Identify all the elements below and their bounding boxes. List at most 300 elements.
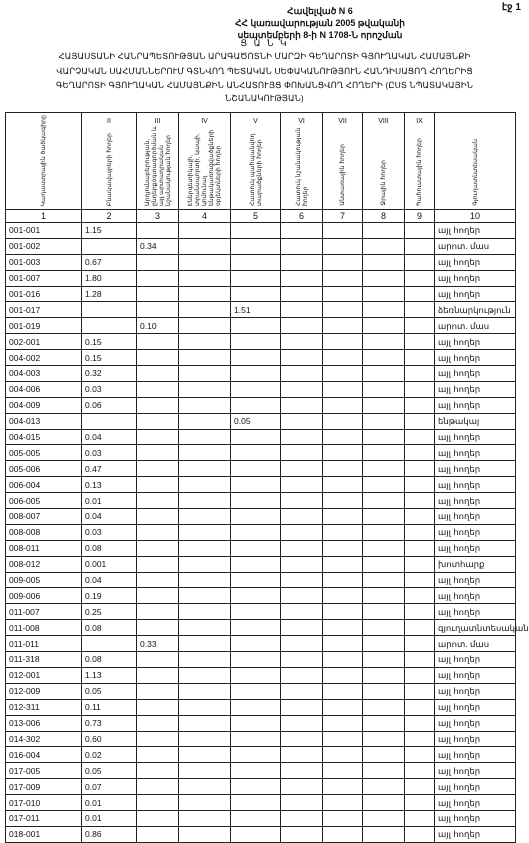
land-type-cell: այլ հողեր <box>435 588 516 604</box>
empty-cell <box>363 461 405 477</box>
empty-cell <box>323 318 363 334</box>
empty-cell <box>179 556 231 572</box>
empty-cell <box>363 334 405 350</box>
column-header <box>6 113 82 210</box>
area-cell <box>231 826 281 842</box>
cadastral-code-cell: 011-008 <box>6 620 82 636</box>
area-cell <box>231 588 281 604</box>
area-cell <box>137 429 179 445</box>
empty-cell <box>323 747 363 763</box>
appendix-header-line: սեպտեմբերի 8-ի N 1708-Ն որոշման <box>237 30 403 40</box>
land-type-cell: այլ հողեր <box>435 747 516 763</box>
area-cell <box>137 381 179 397</box>
land-type-cell: այլ հողեր <box>435 350 516 366</box>
empty-cell <box>363 477 405 493</box>
empty-cell <box>405 381 435 397</box>
area-cell: 0.06 <box>82 397 137 413</box>
table-row <box>6 238 516 254</box>
empty-cell <box>323 302 363 318</box>
empty-cell <box>281 429 323 445</box>
empty-cell <box>179 413 231 429</box>
column-number: 7 <box>323 210 363 223</box>
area-cell: 0.03 <box>82 381 137 397</box>
empty-cell <box>179 381 231 397</box>
empty-cell <box>179 588 231 604</box>
cadastral-code-cell: 017-011 <box>6 810 82 826</box>
table-row <box>6 747 516 763</box>
area-cell: 0.73 <box>82 715 137 731</box>
empty-cell <box>179 763 231 779</box>
empty-cell <box>281 461 323 477</box>
empty-cell <box>363 302 405 318</box>
land-table <box>5 112 529 843</box>
column-header <box>435 113 516 210</box>
empty-cell <box>363 667 405 683</box>
area-cell <box>231 731 281 747</box>
empty-cell <box>281 699 323 715</box>
empty-cell <box>281 667 323 683</box>
empty-cell <box>323 366 363 382</box>
land-type-cell: արոտ. մաս <box>435 318 516 334</box>
cadastral-code-cell: 001-019 <box>6 318 82 334</box>
area-cell <box>231 763 281 779</box>
empty-cell <box>363 604 405 620</box>
land-type-cell: այլ հողեր <box>435 604 516 620</box>
table-row <box>6 572 516 588</box>
empty-cell <box>405 779 435 795</box>
cadastral-code-cell: 011-318 <box>6 652 82 668</box>
area-cell <box>82 318 137 334</box>
table-row <box>6 763 516 779</box>
empty-cell <box>363 556 405 572</box>
column-label: Գյուղատնտեսական <box>471 139 479 206</box>
area-cell <box>137 223 179 239</box>
area-cell: 0.03 <box>82 524 137 540</box>
empty-cell <box>179 350 231 366</box>
area-cell <box>137 493 179 509</box>
column-header <box>137 113 179 210</box>
area-cell <box>137 699 179 715</box>
empty-cell <box>179 779 231 795</box>
area-cell <box>137 445 179 461</box>
area-cell <box>137 652 179 668</box>
empty-cell <box>281 286 323 302</box>
empty-cell <box>281 397 323 413</box>
empty-cell <box>323 556 363 572</box>
area-cell <box>231 509 281 525</box>
area-cell <box>82 238 137 254</box>
area-cell: 0.05 <box>82 683 137 699</box>
empty-cell <box>363 223 405 239</box>
cadastral-code-cell: 004-015 <box>6 429 82 445</box>
area-cell: 0.25 <box>82 604 137 620</box>
empty-cell <box>323 588 363 604</box>
area-cell <box>231 270 281 286</box>
column-number: 8 <box>363 210 405 223</box>
cadastral-code-cell: 013-006 <box>6 715 82 731</box>
area-cell <box>137 731 179 747</box>
table-row <box>6 477 516 493</box>
land-type-cell: այլ հողեր <box>435 509 516 525</box>
area-cell <box>231 397 281 413</box>
empty-cell <box>323 795 363 811</box>
land-type-cell: այլ հողեր <box>435 699 516 715</box>
land-type-cell: այլ հողեր <box>435 286 516 302</box>
empty-cell <box>179 493 231 509</box>
cadastral-code-cell: 018-001 <box>6 826 82 842</box>
table-row <box>6 826 516 842</box>
empty-cell <box>323 524 363 540</box>
land-type-cell: այլ հողեր <box>435 445 516 461</box>
column-number-row <box>6 210 516 223</box>
empty-cell <box>323 477 363 493</box>
empty-cell <box>405 810 435 826</box>
column-roman-numeral: VI <box>298 118 305 125</box>
cadastral-code-cell: 001-002 <box>6 238 82 254</box>
empty-cell <box>323 715 363 731</box>
area-cell <box>137 763 179 779</box>
empty-cell <box>281 810 323 826</box>
cadastral-code-cell: 011-011 <box>6 636 82 652</box>
empty-cell <box>363 826 405 842</box>
area-cell: 0.13 <box>82 477 137 493</box>
area-cell: 0.60 <box>82 731 137 747</box>
empty-cell <box>363 779 405 795</box>
empty-cell <box>281 366 323 382</box>
table-row <box>6 524 516 540</box>
empty-cell <box>323 381 363 397</box>
land-type-cell: այլ հողեր <box>435 270 516 286</box>
empty-cell <box>179 334 231 350</box>
column-number: 5 <box>231 210 281 223</box>
empty-cell <box>323 636 363 652</box>
empty-cell <box>179 652 231 668</box>
area-cell <box>137 667 179 683</box>
area-cell <box>231 350 281 366</box>
table-row <box>6 223 516 239</box>
area-cell <box>137 413 179 429</box>
empty-cell <box>363 699 405 715</box>
cadastral-code-cell: 001-017 <box>6 302 82 318</box>
empty-cell <box>323 270 363 286</box>
empty-cell <box>405 636 435 652</box>
empty-cell <box>405 302 435 318</box>
area-cell <box>137 270 179 286</box>
column-number: 9 <box>405 210 435 223</box>
area-cell: 0.08 <box>82 620 137 636</box>
area-cell <box>231 254 281 270</box>
empty-cell <box>363 286 405 302</box>
area-cell <box>137 334 179 350</box>
area-cell: 0.04 <box>82 572 137 588</box>
empty-cell <box>179 461 231 477</box>
empty-cell <box>363 350 405 366</box>
cadastral-code-cell: 005-005 <box>6 445 82 461</box>
cadastral-code-cell: 001-007 <box>6 270 82 286</box>
area-cell <box>231 795 281 811</box>
area-cell <box>137 286 179 302</box>
empty-cell <box>405 493 435 509</box>
empty-cell <box>363 731 405 747</box>
column-label: Ջրային հողեր <box>380 160 387 206</box>
empty-cell <box>281 779 323 795</box>
table-row <box>6 810 516 826</box>
area-cell <box>137 524 179 540</box>
column-label: Պահուստային հողեր <box>416 137 423 206</box>
column-number: 1 <box>6 210 82 223</box>
empty-cell <box>179 524 231 540</box>
empty-cell <box>405 763 435 779</box>
document-title <box>0 38 529 104</box>
table-row <box>6 795 516 811</box>
empty-cell <box>363 429 405 445</box>
land-type-cell: այլ հողեր <box>435 826 516 842</box>
empty-cell <box>363 715 405 731</box>
area-cell <box>137 302 179 318</box>
empty-cell <box>323 763 363 779</box>
empty-cell <box>281 493 323 509</box>
empty-cell <box>179 366 231 382</box>
area-cell: 1.80 <box>82 270 137 286</box>
area-cell <box>231 652 281 668</box>
area-cell: 1.13 <box>82 667 137 683</box>
empty-cell <box>179 636 231 652</box>
empty-cell <box>281 223 323 239</box>
area-cell: 0.15 <box>82 334 137 350</box>
empty-cell <box>179 445 231 461</box>
land-type-cell: այլ հողեր <box>435 223 516 239</box>
column-label: Անտառային հողեր <box>339 144 346 206</box>
cadastral-code-cell: 009-005 <box>6 572 82 588</box>
table-row <box>6 350 516 366</box>
table-row <box>6 588 516 604</box>
table-row <box>6 397 516 413</box>
empty-cell <box>363 540 405 556</box>
land-type-cell: այլ հողեր <box>435 477 516 493</box>
area-cell <box>231 429 281 445</box>
empty-cell <box>179 254 231 270</box>
appendix-header <box>190 5 450 41</box>
column-label: Կադաստրային ծածկագիրը <box>40 114 47 206</box>
land-type-cell: այլ հողեր <box>435 254 516 270</box>
area-cell <box>137 604 179 620</box>
empty-cell <box>281 731 323 747</box>
empty-cell <box>281 572 323 588</box>
area-cell: 0.04 <box>82 509 137 525</box>
empty-cell <box>281 795 323 811</box>
land-type-cell: այլ հողեր <box>435 731 516 747</box>
table-row <box>6 604 516 620</box>
empty-cell <box>405 238 435 254</box>
empty-cell <box>323 683 363 699</box>
area-cell <box>231 715 281 731</box>
area-cell: 0.05 <box>82 763 137 779</box>
land-type-cell: այլ հողեր <box>435 652 516 668</box>
column-header <box>363 113 405 210</box>
area-cell <box>231 747 281 763</box>
area-cell: 0.08 <box>82 652 137 668</box>
area-cell <box>231 461 281 477</box>
empty-cell <box>405 826 435 842</box>
area-cell <box>231 683 281 699</box>
empty-cell <box>323 779 363 795</box>
cadastral-code-cell: 001-003 <box>6 254 82 270</box>
empty-cell <box>281 652 323 668</box>
area-cell <box>137 588 179 604</box>
cadastral-code-cell: 016-004 <box>6 747 82 763</box>
empty-cell <box>363 445 405 461</box>
land-type-cell: այլ հողեր <box>435 540 516 556</box>
empty-cell <box>179 477 231 493</box>
empty-cell <box>405 223 435 239</box>
empty-cell <box>363 366 405 382</box>
empty-cell <box>323 223 363 239</box>
land-type-cell: արոտ. մաս <box>435 238 516 254</box>
area-cell: 0.001 <box>82 556 137 572</box>
empty-cell <box>405 620 435 636</box>
table-row <box>6 779 516 795</box>
area-cell: 0.03 <box>82 445 137 461</box>
cadastral-code-cell: 014-302 <box>6 731 82 747</box>
table-row <box>6 493 516 509</box>
empty-cell <box>363 509 405 525</box>
empty-cell <box>281 509 323 525</box>
area-cell <box>137 254 179 270</box>
table-row <box>6 636 516 652</box>
area-cell: 0.47 <box>82 461 137 477</box>
table-row <box>6 461 516 477</box>
area-cell <box>231 318 281 334</box>
empty-cell <box>405 397 435 413</box>
empty-cell <box>323 652 363 668</box>
area-cell: 0.02 <box>82 747 137 763</box>
area-cell <box>137 810 179 826</box>
cadastral-code-cell: 004-003 <box>6 366 82 382</box>
table-row <box>6 445 516 461</box>
column-header <box>405 113 435 210</box>
column-label: Բնակավայրերի հողեր <box>105 132 113 206</box>
area-cell <box>137 826 179 842</box>
empty-cell <box>281 381 323 397</box>
empty-cell <box>179 715 231 731</box>
column-roman-numeral: III <box>154 118 161 125</box>
empty-cell <box>281 254 323 270</box>
area-cell <box>231 445 281 461</box>
empty-cell <box>405 795 435 811</box>
empty-cell <box>405 699 435 715</box>
title-line: ՆՇԱՆԱԿՈՒԹՅԱՆ) <box>225 93 304 103</box>
cadastral-code-cell: 006-005 <box>6 493 82 509</box>
table-row <box>6 270 516 286</box>
area-cell <box>137 795 179 811</box>
empty-cell <box>281 270 323 286</box>
area-cell: 0.07 <box>82 779 137 795</box>
land-type-cell: այլ հողեր <box>435 366 516 382</box>
empty-cell <box>179 747 231 763</box>
land-type-cell: ձեռնարկություն <box>435 302 516 318</box>
empty-cell <box>363 413 405 429</box>
area-cell: 1.15 <box>82 223 137 239</box>
area-cell <box>231 286 281 302</box>
cadastral-code-cell: 005-006 <box>6 461 82 477</box>
column-header <box>231 113 281 210</box>
table-row <box>6 254 516 270</box>
empty-cell <box>323 540 363 556</box>
empty-cell <box>281 683 323 699</box>
empty-cell <box>323 699 363 715</box>
empty-cell <box>363 381 405 397</box>
cadastral-code-cell: 011-007 <box>6 604 82 620</box>
area-cell <box>137 715 179 731</box>
table-row <box>6 302 516 318</box>
page-number: էջ 1 <box>501 2 521 13</box>
empty-cell <box>281 318 323 334</box>
empty-cell <box>405 461 435 477</box>
empty-cell <box>179 540 231 556</box>
land-type-cell: այլ հողեր <box>435 779 516 795</box>
land-type-cell: այլ հողեր <box>435 461 516 477</box>
empty-cell <box>363 795 405 811</box>
column-roman-numeral: IV <box>201 118 208 125</box>
empty-cell <box>323 334 363 350</box>
empty-cell <box>281 540 323 556</box>
empty-cell <box>363 397 405 413</box>
empty-cell <box>363 524 405 540</box>
area-cell <box>137 620 179 636</box>
empty-cell <box>405 715 435 731</box>
empty-cell <box>281 556 323 572</box>
table-row <box>6 540 516 556</box>
column-roman-numeral: IX <box>416 118 423 125</box>
column-header <box>323 113 363 210</box>
empty-cell <box>323 413 363 429</box>
empty-cell <box>405 683 435 699</box>
empty-cell <box>323 810 363 826</box>
column-number: 4 <box>179 210 231 223</box>
cadastral-code-cell: 012-311 <box>6 699 82 715</box>
table-row <box>6 556 516 572</box>
area-cell <box>231 223 281 239</box>
area-cell: 0.01 <box>82 493 137 509</box>
empty-cell <box>363 254 405 270</box>
area-cell <box>137 556 179 572</box>
area-cell <box>137 509 179 525</box>
land-type-cell: այլ հողեր <box>435 429 516 445</box>
empty-cell <box>281 636 323 652</box>
empty-cell <box>179 223 231 239</box>
area-cell: 0.33 <box>137 636 179 652</box>
land-type-cell: այլ հողեր <box>435 715 516 731</box>
title-line: ԳԵՂԱՐՈՏԻ ԳՅՈՒՂԱԿԱՆ ՀԱՄԱՅՆՔԻՆ ԱՆՀԱՏՈՒՅՑ ՓՈԽԱՆՑՎՈՂ ՀՈՂԵՐԻ (ԸՍՏ ՆՊԱՏԱԿԱՅԻՆ <box>56 80 473 90</box>
empty-cell <box>179 302 231 318</box>
empty-cell <box>179 572 231 588</box>
column-label: Էներգետիկայի, տրանսպորտի, կապի, կոմունալ ենթակառուցվածքների օբյեկտների հողեր <box>187 129 222 206</box>
cadastral-code-cell: 009-006 <box>6 588 82 604</box>
cadastral-code-cell: 004-002 <box>6 350 82 366</box>
column-number: 6 <box>281 210 323 223</box>
area-cell: 0.19 <box>82 588 137 604</box>
land-type-cell: այլ հողեր <box>435 810 516 826</box>
empty-cell <box>405 286 435 302</box>
land-type-cell: այլ հողեր <box>435 572 516 588</box>
empty-cell <box>363 636 405 652</box>
area-cell <box>82 302 137 318</box>
column-header <box>179 113 231 210</box>
empty-cell <box>281 350 323 366</box>
column-header <box>281 113 323 210</box>
area-cell <box>137 683 179 699</box>
column-label: Հատուկ նշանակության հողեր <box>294 127 309 206</box>
